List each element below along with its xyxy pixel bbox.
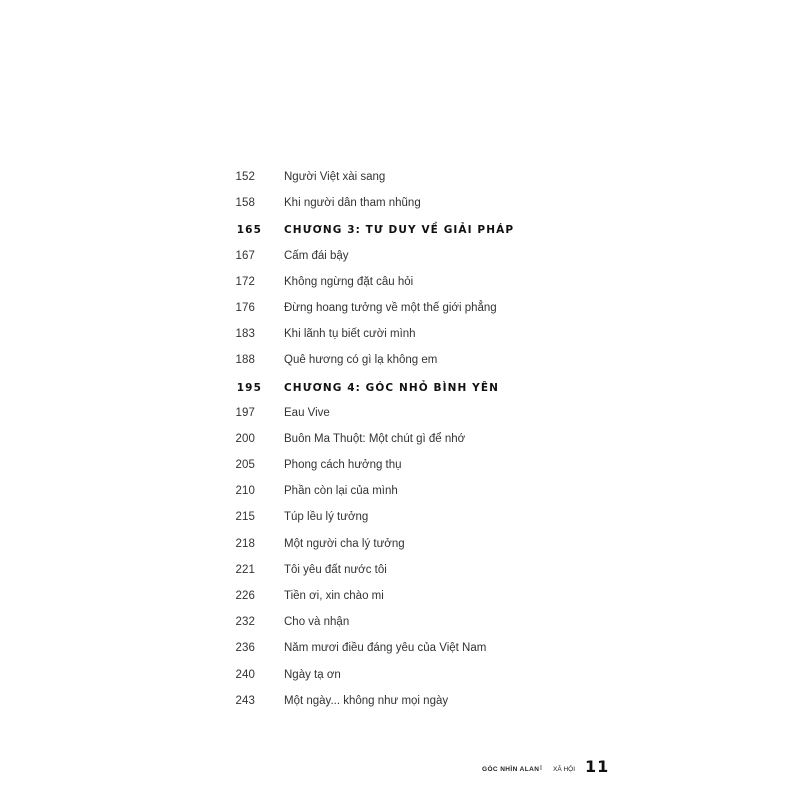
toc-page-number: 205	[235, 459, 255, 472]
toc-title: Tôi yêu đất nước tôi	[284, 563, 387, 576]
toc-title: Phần còn lại của mình	[284, 485, 398, 498]
toc-page-number: 218	[235, 537, 255, 550]
toc-entry	[0, 583, 800, 609]
footer-book-title: GÓC NHÌN ALAN	[482, 766, 540, 773]
toc-page-number: 165	[236, 224, 262, 237]
toc-page-number: 232	[235, 616, 255, 629]
toc-entry	[0, 347, 800, 373]
toc-title: Đừng hoang tưởng về một thế giới phẳng	[284, 301, 497, 314]
toc-chapter-heading	[0, 216, 800, 242]
toc-entry	[0, 164, 800, 190]
toc-entry	[0, 269, 800, 295]
toc-entry	[0, 688, 800, 714]
toc-entry	[0, 190, 800, 216]
toc-entry	[0, 295, 800, 321]
footer-separator: I	[540, 765, 542, 772]
toc-entry	[0, 662, 800, 688]
toc-entry	[0, 531, 800, 557]
toc-page-number: 167	[235, 249, 255, 262]
toc-title: Ngày tạ ơn	[284, 668, 341, 681]
toc-entry	[0, 452, 800, 478]
toc-chapter-heading	[0, 374, 800, 400]
toc-title: Quê hương có gì lạ không em	[284, 354, 438, 367]
toc-title: Buôn Ma Thuột: Một chút gì để nhớ	[284, 432, 466, 445]
toc-title: Khi lãnh tụ biết cười mình	[284, 328, 416, 341]
toc-page-number: 188	[235, 354, 255, 367]
toc-title: Không ngừng đặt câu hỏi	[284, 275, 414, 288]
toc-entry	[0, 635, 800, 661]
toc-entry	[0, 400, 800, 426]
toc-page-number: 152	[235, 171, 255, 183]
toc-page-number: 158	[235, 197, 255, 210]
toc-page-number: 226	[235, 590, 255, 602]
toc-page-number: 195	[236, 381, 262, 394]
toc-page-number: 236	[235, 642, 255, 655]
toc-title: Eau Vive	[284, 406, 330, 419]
toc-title: CHƯƠNG 4: GÓC NHỎ BÌNH YÊN	[284, 381, 500, 394]
toc-title: Khi người dân tham nhũng	[284, 197, 421, 210]
toc-entry	[0, 321, 800, 347]
toc-entry	[0, 557, 800, 583]
toc-title: Năm mươi điều đáng yêu của Việt Nam	[284, 642, 487, 655]
toc-title: Cho và nhận	[284, 616, 350, 629]
toc-title: Một ngày... không như mọi ngày	[284, 694, 449, 707]
toc-entry	[0, 426, 800, 452]
toc-page-number: 197	[235, 406, 255, 419]
footer-section-name: XÃ HỘI	[553, 766, 576, 773]
table-of-contents	[0, 164, 800, 714]
toc-page-number: 221	[235, 563, 255, 576]
toc-entry	[0, 609, 800, 635]
toc-title: CHƯƠNG 3: TƯ DUY VỀ GIẢI PHÁP	[284, 224, 515, 237]
toc-page-number: 243	[235, 694, 255, 707]
page-footer	[0, 756, 800, 782]
toc-page-number: 183	[235, 328, 255, 341]
toc-title: Người Việt xài sang	[284, 171, 386, 183]
toc-title: Cấm đái bậy	[284, 249, 349, 262]
toc-page-number: 215	[235, 511, 255, 524]
toc-page-number: 210	[235, 485, 255, 498]
toc-page-number: 172	[235, 275, 255, 288]
toc-title: Túp lều lý tưởng	[284, 511, 369, 524]
toc-title: Phong cách hưởng thụ	[284, 459, 402, 472]
toc-entry	[0, 243, 800, 269]
toc-entry	[0, 478, 800, 504]
toc-page-number: 240	[235, 668, 255, 681]
toc-page-number: 200	[235, 432, 255, 445]
toc-title: Tiền ơi, xin chào mi	[284, 590, 384, 602]
toc-page-number: 176	[235, 301, 255, 314]
footer-page-number: 11	[585, 757, 610, 776]
toc-title: Một người cha lý tưởng	[284, 537, 405, 550]
toc-entry	[0, 504, 800, 530]
